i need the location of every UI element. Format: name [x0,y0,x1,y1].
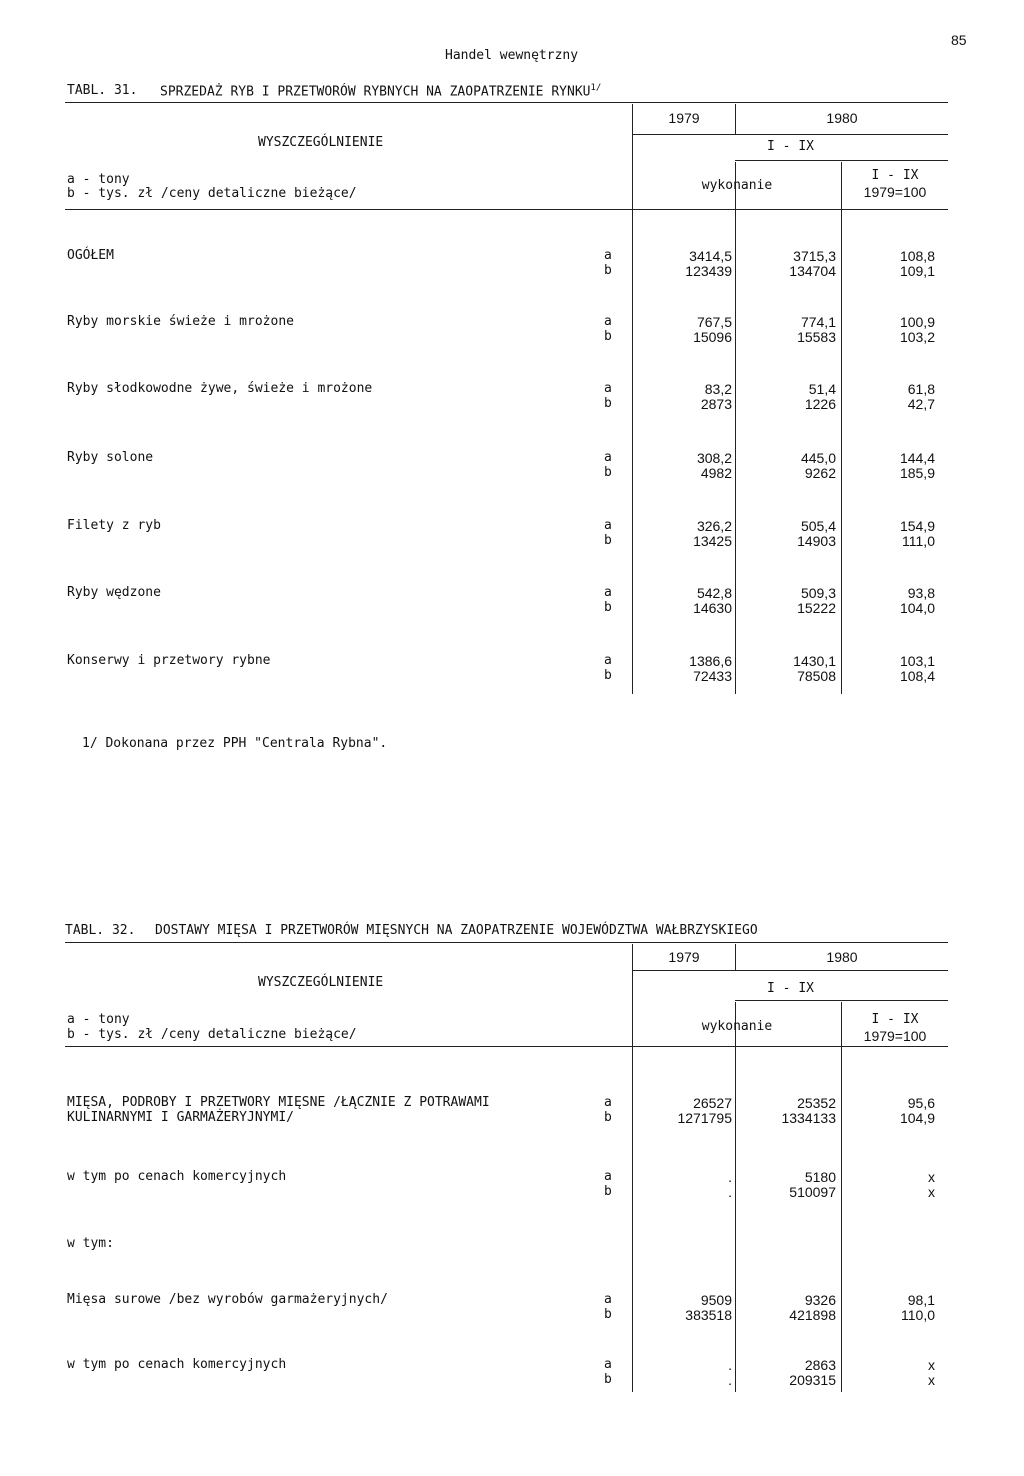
index-a: 108,8 [899,248,935,264]
value-1980-b: 15583 [797,329,836,345]
spec-header: WYSZCZEGÓLNIENIE [258,975,384,990]
index-a: 154,9 [899,518,935,534]
value-1980-b: 209315 [789,1372,836,1388]
row-label: Konserwy i przetwory rybne [67,653,271,668]
row-label: Filety z ryb [67,518,161,533]
value-1980-b: 1226 [804,396,836,412]
index-b: 104,0 [899,600,935,616]
row-marker-b: b [604,1110,612,1125]
index-b: 110,0 [901,1307,935,1323]
index-a: 100,9 [899,314,935,330]
value-1979-b: 14630 [693,600,732,616]
table-31-footnote: 1/ Dokonana przez PPH "Centrala Rybna". [82,736,388,751]
row-label: w tym po cenach komercyjnych [67,1169,287,1184]
value-1979-a: 9509 [700,1292,732,1308]
spec-header: WYSZCZEGÓLNIENIE [258,135,384,150]
year-1980: 1980 [826,110,858,126]
unit-b: b - tys. zł /ceny detaliczne bieżące/ [67,186,357,201]
row-marker-a: a [604,314,612,329]
index-period: I - IX [871,168,919,183]
index-period: I - IX [871,1012,919,1027]
index-b: 111,0 [902,533,935,549]
value-1980-b: 510097 [789,1184,836,1200]
value-1980-a: 505,4 [800,518,836,534]
table-32-title: DOSTAWY MIĘSA I PRZETWORÓW MIĘSNYCH NA ZAOPATRZENIE WOJEWÓDZTWA WAŁBRZYSKIEGO [155,923,758,938]
index-a: 98,1 [907,1292,935,1308]
value-1980-b: 134704 [789,263,836,279]
row-label: w tym: [67,1236,114,1251]
value-1980-b: 9262 [804,465,836,481]
value-1980-b: 15222 [797,600,836,616]
value-1979-a: 326,2 [696,518,732,534]
value-1980-a: 1430,1 [793,653,836,669]
row-marker-a: a [604,653,612,668]
value-1979-b: 383518 [685,1307,732,1323]
period: I - IX [767,981,814,996]
index-b: 42,7 [907,396,935,412]
row-marker-b: b [604,396,612,411]
row-label: OGÓŁEM [67,248,114,263]
row-marker-a: a [604,1169,612,1184]
value-1980-b: 14903 [797,533,836,549]
rule [632,970,948,971]
row-marker-b: b [604,263,612,278]
index-b: 185,9 [899,465,935,481]
execution-header: wykonanie [701,178,773,193]
row-marker-a: a [604,248,612,263]
row-label: Ryby słodkowodne żywe, świeże i mrożone [67,381,373,396]
row-marker-b: b [604,1184,612,1199]
row-marker-b: b [604,1307,612,1322]
row-marker-a: a [604,450,612,465]
rule [632,134,948,135]
index-a: 95,6 [907,1095,935,1111]
index-b: x [928,1184,935,1200]
column-divider [632,944,633,1392]
value-1979-b: 123439 [685,263,732,279]
row-marker-a: a [604,518,612,533]
row-label: Ryby wędzone [67,585,161,600]
value-1980-a: 445,0 [800,450,836,466]
unit-b: b - tys. zł /ceny detaliczne bieżące/ [67,1027,357,1042]
row-marker-b: b [604,465,612,480]
value-1980-b: 78508 [797,668,836,684]
value-1980-a: 5180 [804,1169,836,1185]
index-b: 109,1 [899,263,935,279]
index-a: 144,4 [899,450,935,466]
value-1979-a: 542,8 [696,585,732,601]
table-32-label: TABL. 32. [65,923,136,938]
row-label: Mięsa surowe /bez wyrobów garmażeryjnych/ [67,1292,388,1307]
row-label: MIĘSA, PODROBY I PRZETWORY MIĘSNE /ŁĄCZNIE Z POTRAWAMI [67,1095,490,1110]
rule [735,1000,948,1001]
value-1980-b: 1334133 [781,1110,836,1126]
value-1979-a: . [728,1169,732,1185]
row-marker-a: a [604,1357,612,1372]
value-1979-b: 1271795 [677,1110,732,1126]
value-1979-a: 3414,5 [689,248,732,264]
unit-a: a - tony [67,172,130,187]
running-header: Handel wewnętrzny [445,48,579,63]
table-31-footnote-mark: 1/ [590,83,602,93]
table-31-label: TABL. 31. [67,83,138,98]
table-31-title-text: SPRZEDAŻ RYB I PRZETWORÓW RYBNYCH NA ZAOPATRZENIE RYNKU [160,84,591,100]
page-number: 85 [951,32,967,48]
unit-a: a - tony [67,1012,130,1027]
value-1979-b: 2873 [700,396,732,412]
row-label: w tym po cenach komercyjnych [67,1357,287,1372]
value-1980-a: 9326 [804,1292,836,1308]
value-1979-b: 72433 [693,668,732,684]
index-a: x [928,1357,935,1373]
value-1979-b: 13425 [693,533,732,549]
row-marker-a: a [604,1095,612,1110]
index-a: 93,8 [907,585,935,601]
index-b: 103,2 [899,329,935,345]
row-label: Ryby solone [67,450,154,465]
index-base: 1979=100 [863,1028,927,1044]
year-1979: 1979 [668,949,700,965]
value-1979-a: 1386,6 [689,653,732,669]
period: I - IX [767,139,814,154]
rule [735,160,948,161]
value-1979-a: 26527 [693,1095,732,1111]
value-1980-a: 51,4 [808,381,836,397]
row-marker-b: b [604,329,612,344]
value-1980-a: 774,1 [800,314,836,330]
year-1979: 1979 [668,110,700,126]
index-base: 1979=100 [863,184,927,200]
row-marker-b: b [604,668,612,683]
table-31-title [160,83,601,99]
rule [65,209,948,210]
value-1979-b: 4982 [700,465,732,481]
value-1979-a: 83,2 [704,381,732,397]
value-1979-b: . [728,1372,732,1388]
value-1979-b: . [728,1184,732,1200]
rule [65,942,948,943]
rule [65,1046,948,1047]
value-1980-a: 3715,3 [793,248,836,264]
index-b: 108,4 [899,668,935,684]
execution-header: wykonanie [701,1019,773,1034]
value-1980-a: 2863 [804,1357,836,1373]
index-a: 103,1 [899,653,935,669]
index-a: 61,8 [907,381,935,397]
row-marker-b: b [604,600,612,615]
value-1979-a: . [728,1357,732,1373]
index-a: x [928,1169,935,1185]
value-1980-b: 421898 [789,1307,836,1323]
row-marker-a: a [604,381,612,396]
value-1979-b: 15096 [693,329,732,345]
row-marker-b: b [604,1372,612,1387]
value-1979-a: 308,2 [696,450,732,466]
rule [65,102,948,103]
row-marker-a: a [604,585,612,600]
index-b: x [928,1372,935,1388]
row-label: Ryby morskie świeże i mrożone [67,314,294,329]
year-1980: 1980 [826,949,858,965]
index-b: 104,9 [899,1110,935,1126]
value-1979-a: 767,5 [696,314,732,330]
row-marker-a: a [604,1292,612,1307]
row-label-continued: KULINARNYMI I GARMAŻERYJNYMI/ [67,1110,294,1125]
value-1980-a: 509,3 [800,585,836,601]
row-marker-b: b [604,533,612,548]
value-1980-a: 25352 [797,1095,836,1111]
